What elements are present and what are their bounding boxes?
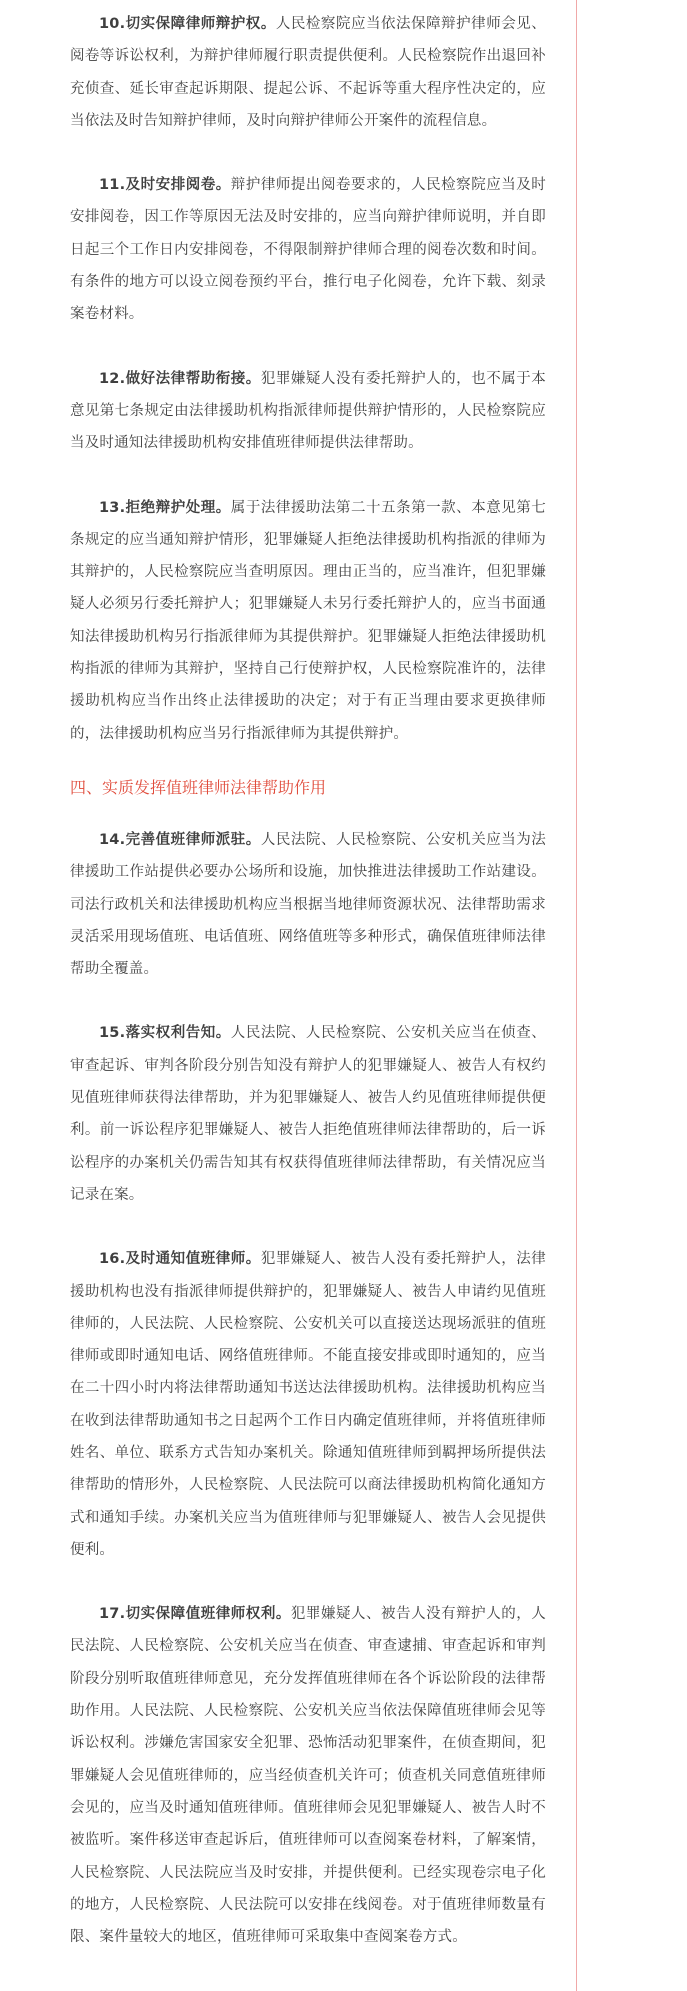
article-paragraph-10	[70, 8, 546, 137]
paragraph-text: 属于法律援助法第二十五条第一款、本意见第七条规定的应当通知辩护情形，犯罪嫌疑人拒绝法律援助机构指派的律师为其辩护的，人民检察院应当查明原因。理由正当的，应当准许，但犯罪嫌疑人必须另行委托辩护人；犯罪嫌疑人未另行委托辩护人的，应当书面通知法律援助机构另行指派律师为其提供辩护。犯罪嫌疑人拒绝法律援助机构指派的律师为其辩护，坚持自己行使辩护权，人民检察院准许的，法律援助机构应当作出终止法律援助的决定；对于有正当理由要求更换律师的，法律援助机构应当另行指派律师为其提供辩护。	[70, 499, 547, 742]
section-heading: 四、实质发挥值班律师法律帮助作用	[70, 777, 327, 797]
paragraph-lead: 12.做好法律帮助衔接。	[99, 370, 261, 387]
paragraph-lead: 17.切实保障值班律师权利。	[99, 1606, 291, 1623]
paragraph-lead: 10.切实保障律师辩护权。	[99, 16, 276, 32]
paragraph-text: 犯罪嫌疑人、被告人没有委托辩护人，法律援助机构也没有指派律师提供辩护的，犯罪嫌疑人、被告人申请约见值班律师的，人民法院、人民检察院、公安机关可以直接送达现场派驻的值班律师或即时通知电话、网络值班律师。不能直接安排或即时通知的，应当在二十四小时内将法律帮助通知书送达法律援助机构。法律援助机构应当在收到法律帮助通知书之日起两个工作日内确定值班律师，并将值班律师姓名、单位、联系方式告知办案机关。除通知值班律师到羁押场所提供法律帮助的情形外，人民检察院、人民法院可以商法律援助机构简化通知方式和通知手续。办案机关应当为值班律师与犯罪嫌疑人、被告人会见提供便利。	[70, 1251, 546, 1558]
article-paragraph-14	[70, 824, 546, 985]
article-paragraph-15	[70, 1017, 546, 1211]
paragraph-text: 人民检察院应当依法保障辩护律师会见、阅卷等诉讼权利，为辩护律师履行职责提供便利。人民检察院作出退回补充侦查、延长审查起诉期限、提起公诉、不起诉等重大程序性决定的，应当依法及时告知辩护律师，及时向辩护律师公开案件的流程信息。	[70, 16, 546, 129]
paragraph-text: 犯罪嫌疑人、被告人没有辩护人的，人民法院、人民检察院、公安机关应当在侦查、审查逮捕、审查起诉和审判阶段分别听取值班律师意见，充分发挥值班律师在各个诉讼阶段的法律帮助作用。人民法院、人民检察院、公安机关应当依法保障值班律师会见等诉讼权利。涉嫌危害国家安全犯罪、恐怖活动犯罪案件，在侦查期间，犯罪嫌疑人会见值班律师的，应当经侦查机关许可；侦查机关同意值班律师会见的，应当及时通知值班律师。值班律师会见犯罪嫌疑人、被告人时不被监听。案件移送审查起诉后，值班律师可以查阅案卷材料，了解案情，人民检察院、人民法院应当及时安排，并提供便利。已经实现卷宗电子化的地方，人民检察院、人民法院可以安排在线阅卷。对于值班律师数量有限、案件量较大的地区，值班律师可采取集中查阅案卷方式。	[70, 1606, 546, 1946]
article-paragraph-16	[70, 1243, 546, 1566]
article-body	[0, 8, 576, 1953]
paragraph-lead: 14.完善值班律师派驻。	[99, 831, 261, 848]
paragraph-lead: 15.落实权利告知。	[99, 1025, 231, 1042]
paragraph-lead: 11.及时安排阅卷。	[99, 177, 231, 194]
article-paragraph-11	[70, 169, 546, 330]
article-paragraph-13	[70, 492, 546, 750]
paragraph-text: 辩护律师提出阅卷要求的，人民检察院应当及时安排阅卷，因工作等原因无法及时安排的，应当向辩护律师说明，并自即日起三个工作日内安排阅卷，不得限制辩护律师合理的阅卷次数和时间。有条件的地方可以设立阅卷预约平台，推行电子化阅卷，允许下载、刻录案卷材料。	[70, 177, 547, 323]
paragraph-text: 人民法院、人民检察院、公安机关应当为法律援助工作站提供必要办公场所和设施，加快推进法律援助工作站建设。司法行政机关和法律援助机构应当根据当地律师资源状况、法律帮助需求灵活采用现场值班、电话值班、网络值班等多种形式，确保值班律师法律帮助全覆盖。	[70, 831, 546, 978]
paragraph-lead: 13.拒绝辩护处理。	[99, 499, 231, 516]
article-paragraph-17	[70, 1598, 546, 1953]
paragraph-text: 人民法院、人民检察院、公安机关应当在侦查、审查起诉、审判各阶段分别告知没有辩护人的犯罪嫌疑人、被告人有权约见值班律师获得法律帮助，并为犯罪嫌疑人、被告人约见值班律师提供便利。前一诉讼程序犯罪嫌疑人、被告人拒绝值班律师法律帮助的，后一诉讼程序的办案机关仍需告知其有权获得值班律师法律帮助，有关情况应当记录在案。	[70, 1025, 547, 1203]
article-paragraph-12	[70, 363, 546, 460]
paragraph-text: 犯罪嫌疑人没有委托辩护人的，也不属于本意见第七条规定由法律援助机构指派律师提供辩护情形的，人民检察院应当及时通知法律援助机构安排值班律师提供法律帮助。	[70, 370, 546, 452]
paragraph-lead: 16.及时通知值班律师。	[99, 1251, 261, 1268]
